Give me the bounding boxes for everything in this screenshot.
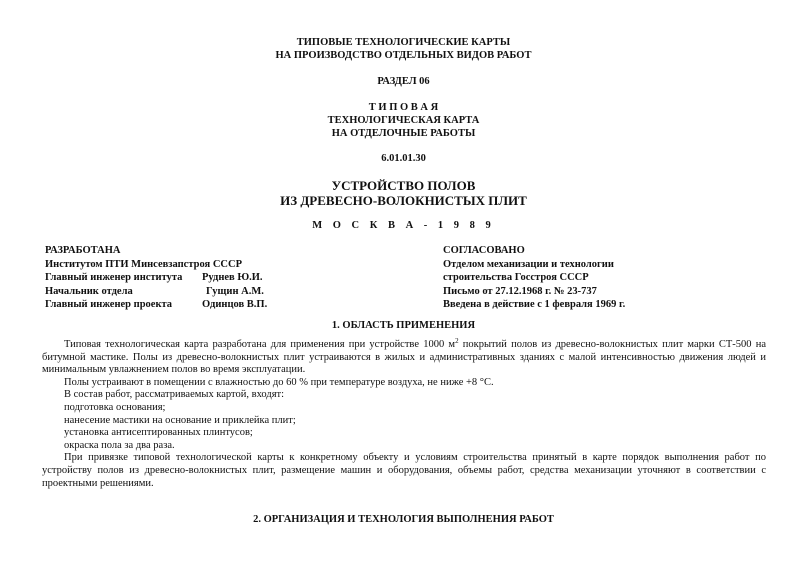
- developed-person: Одинцов В.П.: [202, 299, 268, 311]
- developed-organization: Институтом ПТИ Минсевзапстроя СССР: [45, 258, 242, 270]
- list-item: подготовка основания;: [64, 401, 166, 413]
- document-title-line1: УСТРОЙСТВО ПОЛОВ: [331, 178, 476, 193]
- approved-line: Введена в действие с 1 февраля 1969 г.: [443, 299, 626, 311]
- paragraph: Полы устраивают в помещении с влажностью до 60 % при температуре воздуха, не ниже +8 °С.: [64, 376, 494, 388]
- city-year: М О С К В А - 1 9 8 9: [312, 220, 495, 231]
- paragraph: Типовая технологическая карта разработана для применения при устройстве 1000 $м^2$ покрытий полов из древесно-волокнистых плит марки СТ-500 на битумной мастике. Полы из древесно-волокнистых плит устраиваются в жилых и административных зданиях с малой интенсивностью движения людей и минимальным увлажнением полов во время эксплуатации.: [42, 337, 766, 376]
- section-number: РАЗДЕЛ 06: [377, 76, 430, 87]
- approved-line: Отделом механизации и технологии: [443, 258, 614, 270]
- section1-heading: 1. ОБЛАСТЬ ПРИМЕНЕНИЯ: [331, 320, 476, 331]
- list-item: установка антисептированных плинтусов;: [64, 427, 253, 439]
- developed-role: Начальник отдела: [45, 285, 133, 297]
- series-title-line1: ТИПОВЫЕ ТЕХНОЛОГИЧЕСКИЕ КАРТЫ: [296, 37, 511, 48]
- card-kind-line2: ТЕХНОЛОГИЧЕСКАЯ КАРТА: [327, 115, 480, 126]
- developed-role: Главный инженер института: [45, 272, 183, 284]
- document-title-line2: ИЗ ДРЕВЕСНО-ВОЛОКНИСТЫХ ПЛИТ: [280, 193, 527, 208]
- card-kind-line1: Т И П О В А Я: [368, 102, 439, 113]
- list-item: окраска пола за два раза.: [64, 439, 175, 451]
- section1-body: [42, 339, 766, 490]
- developed-person: Гущин А.М.: [206, 285, 264, 297]
- paragraph: При привязке типовой технологической карты к конкретному объекту и условиям строительства принятый в карте порядок выполнения работ по устройству полов из древесно-волокнистых плит, размещение машин и оборудования, объемы работ, средства механизации уточняют в соответствии с проектными решениями.: [42, 452, 766, 489]
- approved-heading: СОГЛАСОВАНО: [443, 245, 525, 256]
- paragraph: В состав работ, рассматриваемых картой, входят:: [64, 389, 285, 401]
- card-kind-line3: НА ОТДЕЛОЧНЫЕ РАБОТЫ: [331, 128, 476, 139]
- section2-heading: 2. ОРГАНИЗАЦИЯ И ТЕХНОЛОГИЯ ВЫПОЛНЕНИЯ РАБОТ: [253, 514, 554, 525]
- developed-heading: РАЗРАБОТАНА: [45, 245, 121, 256]
- approved-line: строительства Госстроя СССР: [443, 272, 589, 284]
- list-item: нанесение мастики на основание и приклейка плит;: [64, 414, 296, 426]
- series-title-line2: НА ПРОИЗВОДСТВО ОТДЕЛЬНЫХ ВИДОВ РАБОТ: [275, 50, 532, 61]
- approved-line: Письмо от 27.12.1968 г. № 23-737: [443, 285, 597, 297]
- developed-person: Руднев Ю.И.: [202, 272, 263, 284]
- developed-role: Главный инженер проекта: [45, 299, 173, 311]
- card-code: 6.01.01.30: [381, 153, 426, 164]
